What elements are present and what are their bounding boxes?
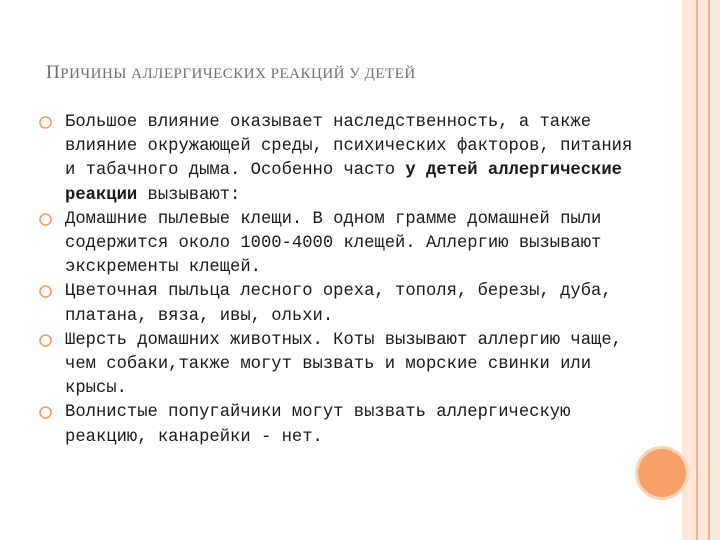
bullet-item [38, 280, 638, 328]
bullet-text: Волнистые попугайчики могут вызвать аллергическую реакцию, канарейки - нет. [65, 403, 571, 447]
bullet-item [38, 111, 638, 208]
bullet-list [38, 111, 638, 450]
right-border-strip [682, 0, 720, 540]
right-border-line [708, 0, 710, 540]
ring-bullet-icon [38, 405, 53, 420]
ring-bullet-icon [38, 284, 53, 299]
ring-bullet-icon [38, 115, 53, 130]
bullet-item [38, 329, 638, 402]
bullet-text: Цветочная пыльца лесного ореха, тополя, березы, дуба, платана, вяза, ивы, ольхи. [65, 282, 612, 326]
slide-title [46, 50, 646, 85]
bullet-text: Домашние пылевые клещи. В одном грамме домашней пыли содержится около 1000-4000 клещей. Аллергию вызывают экскременты клещей. [65, 209, 602, 278]
bullet-item [38, 401, 638, 449]
bullet-text: вызывают: [137, 185, 241, 205]
title-initial: П [46, 62, 61, 83]
right-border-line [696, 0, 698, 540]
bullet-item [38, 208, 638, 281]
bullet-text-bold: у детей аллергические реакции [65, 161, 622, 205]
bullet-text: Большое влияние оказывает наследственность, а также влияние окружающей среды, психических факторов, питания и табачного дыма. Особенно часто [65, 113, 633, 181]
bullet-text: Шерсть домашних животных. Коты вызывают аллергию чаще, чем собаки,также могут вызвать и морские свинки или крысы. [65, 330, 622, 399]
decorative-circle-icon [638, 449, 686, 497]
ring-bullet-icon [38, 212, 53, 227]
title-rest: РИЧИНЫ АЛЛЕРГИЧЕСКИХ РЕАКЦИЙ У ДЕТЕЙ [60, 66, 416, 82]
ring-bullet-icon [38, 333, 53, 348]
